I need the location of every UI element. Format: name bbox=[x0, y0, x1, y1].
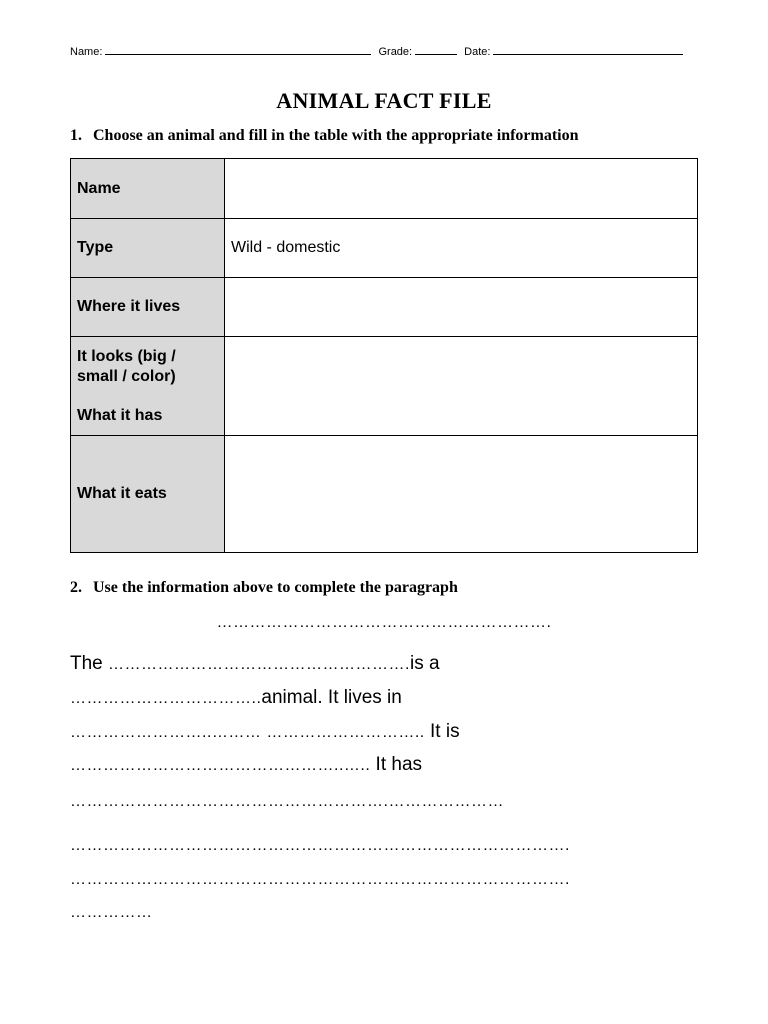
row-label-name: Name bbox=[71, 159, 225, 219]
header-line bbox=[70, 44, 700, 58]
table-row bbox=[71, 159, 698, 219]
name-field[interactable] bbox=[105, 44, 371, 55]
line-1-blank[interactable]: ………………………………………………. bbox=[108, 656, 410, 673]
row-value-what-it-eats[interactable] bbox=[225, 436, 698, 553]
line-4-blank[interactable]: …………………………………………..….. bbox=[70, 757, 371, 774]
date-field[interactable] bbox=[493, 44, 683, 55]
paragraph-title-blank[interactable]: ……………………………………………………. bbox=[216, 614, 552, 631]
row-label-type: Type bbox=[71, 219, 225, 278]
section-1-instruction bbox=[70, 127, 579, 145]
name-label: Name: bbox=[70, 46, 103, 58]
section-2-number: 2. bbox=[70, 579, 82, 596]
table-row bbox=[71, 278, 698, 337]
section-2-text: Use the information above to complete the paragraph bbox=[93, 579, 458, 596]
page-title: ANIMAL FACT FILE bbox=[276, 88, 492, 113]
paragraph-line-6 bbox=[70, 834, 570, 856]
line-1-text-end: is a bbox=[409, 653, 440, 674]
row-value-type[interactable]: Wild - domestic bbox=[225, 219, 698, 278]
table-row bbox=[71, 436, 698, 553]
paragraph-line-5 bbox=[70, 790, 504, 812]
date-label: Date: bbox=[464, 46, 491, 58]
table-row bbox=[71, 337, 698, 436]
table-row bbox=[71, 219, 698, 278]
fact-table bbox=[70, 158, 698, 553]
line-2-blank[interactable]: …………………………….. bbox=[70, 690, 262, 707]
line-6-blank[interactable]: ………………………………………………………………………………. bbox=[70, 837, 570, 854]
looks-label-line-1: It looks (big / bbox=[77, 347, 176, 365]
row-value-where-it-lives[interactable] bbox=[225, 278, 698, 337]
paragraph-line-3 bbox=[70, 721, 460, 743]
row-label-what-it-eats: What it eats bbox=[71, 436, 225, 553]
line-8-blank[interactable]: …………… bbox=[70, 904, 153, 921]
line-3-blank[interactable]: ……………………..……… ……………………….. bbox=[70, 724, 425, 741]
paragraph-line-8 bbox=[70, 901, 153, 923]
line-4-text-end: It has bbox=[370, 754, 423, 775]
line-2-text-end: animal. It lives in bbox=[261, 687, 402, 708]
row-label-where-it-lives: Where it lives bbox=[71, 278, 225, 337]
grade-field[interactable] bbox=[415, 44, 457, 55]
paragraph-line-1 bbox=[70, 653, 440, 675]
row-label-looks bbox=[71, 337, 225, 436]
section-2-instruction bbox=[70, 579, 458, 597]
looks-label-line-3: What it has bbox=[77, 406, 163, 424]
line-7-blank[interactable]: ………………………………………………………………………………. bbox=[70, 871, 570, 888]
line-5-blank[interactable]: ………………………………………………….………………… bbox=[70, 793, 504, 810]
line-1-text-start: The bbox=[70, 653, 109, 674]
paragraph-line-4 bbox=[70, 754, 422, 776]
looks-label-line-2: small / color) bbox=[77, 367, 176, 385]
paragraph-line-2 bbox=[70, 687, 402, 709]
section-1-number: 1. bbox=[70, 127, 82, 144]
paragraph-line-7 bbox=[70, 868, 570, 890]
row-value-looks[interactable] bbox=[225, 337, 698, 436]
row-value-name[interactable] bbox=[225, 159, 698, 219]
line-3-text-end: It is bbox=[424, 721, 460, 742]
section-1-text: Choose an animal and fill in the table with the appropriate information bbox=[93, 127, 579, 144]
grade-label: Grade: bbox=[378, 46, 413, 58]
